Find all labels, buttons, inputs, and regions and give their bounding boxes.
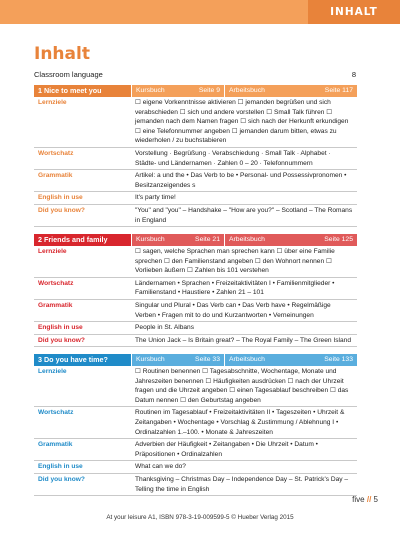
row-text: Artikel: a und the • Das Verb to be • Personal- und Possessivpronomen • Besitzanzeigendes s — [135, 172, 347, 189]
classroom-label: Classroom language — [34, 70, 103, 79]
table-row — [34, 474, 357, 496]
classroom-page: 8 — [351, 70, 356, 79]
row-text: What can we do? — [135, 463, 186, 471]
table-row — [34, 192, 357, 205]
page-number-word: five — [352, 495, 365, 504]
table-row — [34, 461, 357, 474]
table-row — [34, 205, 357, 227]
row-text: ☐ Routinen benennen ☐ Tagesabschnitte, Wochentage, Monate und Jahreszeiten benennen ☐ Häufigkeiten ausdrücken ☐ nach der Uhrzeit fragen und die Uhrzeit angeben ☐ einen Tagesablauf beschreiben ☐ das Datum nennen ☐ den Geburtstag angeben — [135, 368, 349, 404]
table-row — [34, 407, 357, 439]
unit-title: 3 Do you have time? — [34, 354, 131, 366]
table-row — [34, 322, 357, 335]
row-text: Vorstellung · Begrüßung · Verabschiedung · Small Talk · Alphabet · Städte- und Ländernamen · Zahlen 0 – 20 · Telefonnummern — [135, 149, 331, 167]
row-text: Singular und Plural • Das Verb can • Das Verb have • Regelmäßige Verben • Fragen mit to do und Kurzantworten • Verneinungen — [135, 301, 331, 319]
table-row — [34, 300, 357, 322]
table-row — [34, 148, 357, 170]
table-row — [34, 97, 357, 148]
row-label: Grammatik — [38, 301, 73, 309]
arbeitsbuch-page: Seite 117 — [324, 87, 353, 94]
kursbuch-page: Seite 21 — [195, 236, 220, 243]
row-label: English in use — [38, 324, 83, 332]
kursbuch-cell — [132, 354, 224, 366]
arbeitsbuch-label: Arbeitsbuch — [229, 87, 265, 94]
row-label: Wortschatz — [38, 149, 74, 157]
kursbuch-page: Seite 9 — [198, 87, 220, 94]
kursbuch-label: Kursbuch — [136, 87, 165, 94]
row-text: Thanksgiving – Christmas Day – Independence Day – St. Patrick's Day – Telling the time in English — [135, 475, 349, 493]
row-label: Lernziele — [38, 99, 67, 106]
table-row — [34, 278, 357, 300]
arbeitsbuch-label: Arbeitsbuch — [229, 236, 265, 243]
table-row — [34, 366, 357, 407]
table-row — [34, 246, 357, 278]
footer-imprint: At your leisure A1, ISBN 978-3-19-009599-5 © Hueber Verlag 2015 — [106, 514, 294, 521]
arbeitsbuch-page: Seite 125 — [324, 236, 353, 243]
row-label: English in use — [38, 463, 83, 471]
row-text: The Union Jack – Is Britain great? – The Royal Family – The Green Island — [135, 336, 351, 344]
table-row — [34, 335, 357, 348]
row-label: Did you know? — [38, 475, 85, 483]
row-text: "You" and "you" – Handshake – "How are you?" – Scotland – The Romans in England — [135, 206, 353, 224]
arbeitsbuch-label: Arbeitsbuch — [229, 356, 265, 363]
arbeitsbuch-cell — [225, 354, 357, 366]
row-label: Wortschatz — [38, 409, 74, 417]
arbeitsbuch-cell — [225, 234, 357, 246]
unit-1 — [34, 85, 357, 227]
section-tab: INHALT — [308, 0, 400, 24]
unit-title: 2 Friends and family — [34, 234, 131, 246]
kursbuch-cell — [132, 234, 224, 246]
row-text: Adverbien der Häufigkeit • Zeitangaben • Die Uhrzeit • Datum • Präpositionen • Ordinalzahlen — [135, 441, 318, 458]
row-label: English in use — [38, 194, 83, 202]
kursbuch-cell — [132, 85, 224, 97]
row-label: Grammatik — [38, 172, 73, 180]
row-text: People in St. Albans — [135, 324, 195, 332]
row-text: Ländernamen • Sprachen • Freizeitaktivitäten I • Familienmitglieder • Familienstand • Haustiere • Zahlen 21 – 101 — [135, 279, 335, 297]
row-label: Did you know? — [38, 206, 85, 214]
page-number-separator: // — [366, 495, 372, 504]
row-text: Routinen im Tagesablauf • Freizeitaktivitäten II • Tageszeiten • Uhrzeit & Zeitangaben • Wochentage • Vorschlag & Zustimmung / Ablehnung I • Ordinalzahlen 1.–100. • Monate & Jahreszeiten — [135, 409, 345, 436]
unit-2 — [34, 234, 357, 347]
kursbuch-label: Kursbuch — [136, 356, 165, 363]
table-row — [34, 170, 357, 192]
page-number — [352, 495, 378, 504]
header-bar — [0, 0, 400, 24]
unit-header — [34, 234, 357, 246]
row-text: It's party time! — [135, 194, 176, 202]
row-label: Lernziele — [38, 368, 67, 375]
row-label: Lernziele — [38, 248, 67, 255]
row-text: ☐ sagen, welche Sprachen man sprechen kann ☐ über eine Familie sprechen ☐ den Familienstand angeben ☐ den Wohnort nennen ☐ Vorlieben äußern ☐ Zahlen bis 101 verstehen — [135, 248, 335, 275]
row-label: Grammatik — [38, 441, 73, 449]
unit-header — [34, 85, 357, 97]
row-text: ☐ eigene Vorkenntnisse aktivieren ☐ jemanden begrüßen und sich verabschieden ☐ sich und andere vorstellen ☐ Small Talk führen ☐ jemanden nach dem Namen fragen ☐ sich nach der Herkunft erkundigen ☐ eine Telefonnummer angeben ☐ jemanden darum bitten, etwas zu wiederholen / zu buchstabieren — [135, 99, 349, 145]
unit-3 — [34, 354, 357, 496]
page-number-digit: 5 — [373, 495, 378, 504]
unit-title: 1 Nice to meet you — [34, 85, 131, 97]
unit-header — [34, 354, 357, 366]
page-title: Inhalt — [34, 44, 90, 64]
classroom-language-row — [34, 70, 356, 82]
row-label: Wortschatz — [38, 279, 74, 287]
arbeitsbuch-page: Seite 133 — [324, 356, 353, 363]
arbeitsbuch-cell — [225, 85, 357, 97]
kursbuch-page: Seite 33 — [195, 356, 220, 363]
table-row — [34, 439, 357, 461]
kursbuch-label: Kursbuch — [136, 236, 165, 243]
row-label: Did you know? — [38, 336, 85, 344]
